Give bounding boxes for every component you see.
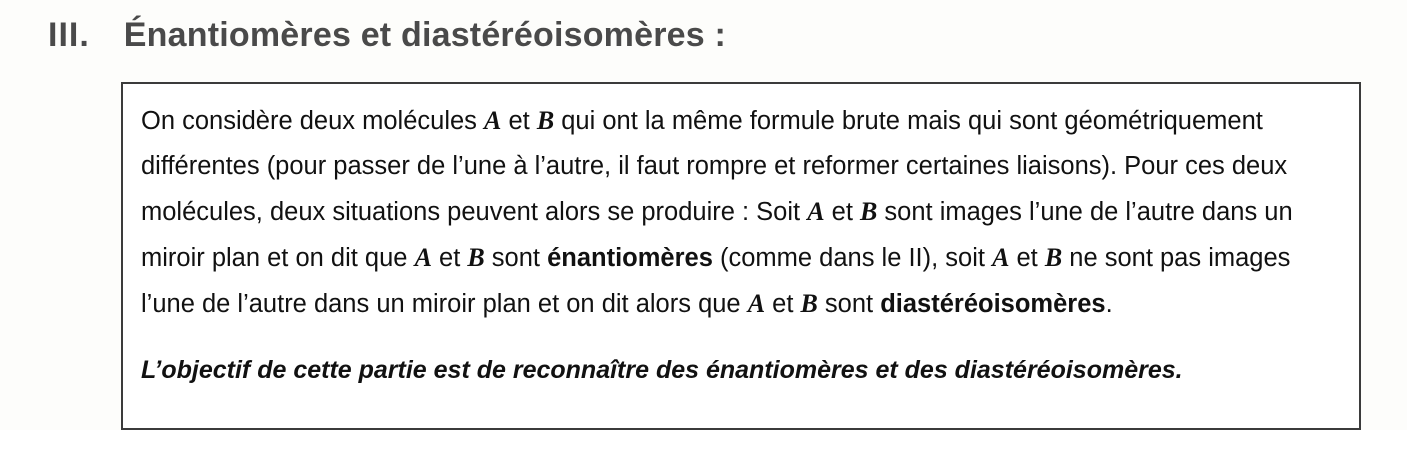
text-run: ne sont pas images l’une de l’autre dans un miroir plan et on dit alors que: [141, 244, 1291, 318]
text-run: B: [859, 197, 878, 226]
text-run: A: [414, 243, 432, 272]
text-run: sont: [817, 290, 881, 318]
section-heading: [48, 16, 726, 55]
definition-paragraph: [141, 98, 1339, 327]
text-run: et: [824, 198, 860, 226]
text-run: B: [1044, 243, 1063, 272]
text-run: A: [484, 106, 502, 135]
text-run: et: [765, 290, 801, 318]
objective-statement: L’objectif de cette partie est de reconnaître des énantiomères et des diastéréoisomères.: [141, 356, 1183, 384]
text-run: B: [800, 289, 818, 318]
text-run: .: [1105, 290, 1113, 318]
text-run: et: [1009, 244, 1045, 272]
text-run: On considère deux molécules: [141, 107, 485, 135]
section-title: Énantiomères et diastéréoisomères :: [123, 16, 727, 54]
text-run: sont: [484, 244, 548, 272]
text-run: A: [747, 289, 766, 318]
text-run: diastéréoisomères: [880, 290, 1106, 318]
text-run: sont images l’une de l’autre dans un miroir plan et on dit que: [141, 198, 1293, 272]
text-run: qui ont la même formule brute mais qui sont géométriquement différentes (pour passer de l’une à l’autre, il faut rompre et reformer certaines liaisons). Pour ces deux molécules, deux situations peuvent alors se produire : Soit: [141, 107, 1288, 226]
text-run: B: [536, 106, 555, 135]
definition-box: [121, 82, 1361, 430]
text-run: (comme dans le II), soit: [712, 244, 993, 272]
text-run: et: [501, 107, 537, 135]
text-run: A: [807, 197, 825, 226]
section-number: III.: [48, 16, 90, 54]
text-run: et: [431, 244, 468, 272]
page-bottom-margin: [0, 430, 1407, 475]
text-run: B: [467, 243, 485, 272]
text-run: A: [992, 243, 1010, 272]
text-run: énantiomères: [547, 244, 713, 272]
